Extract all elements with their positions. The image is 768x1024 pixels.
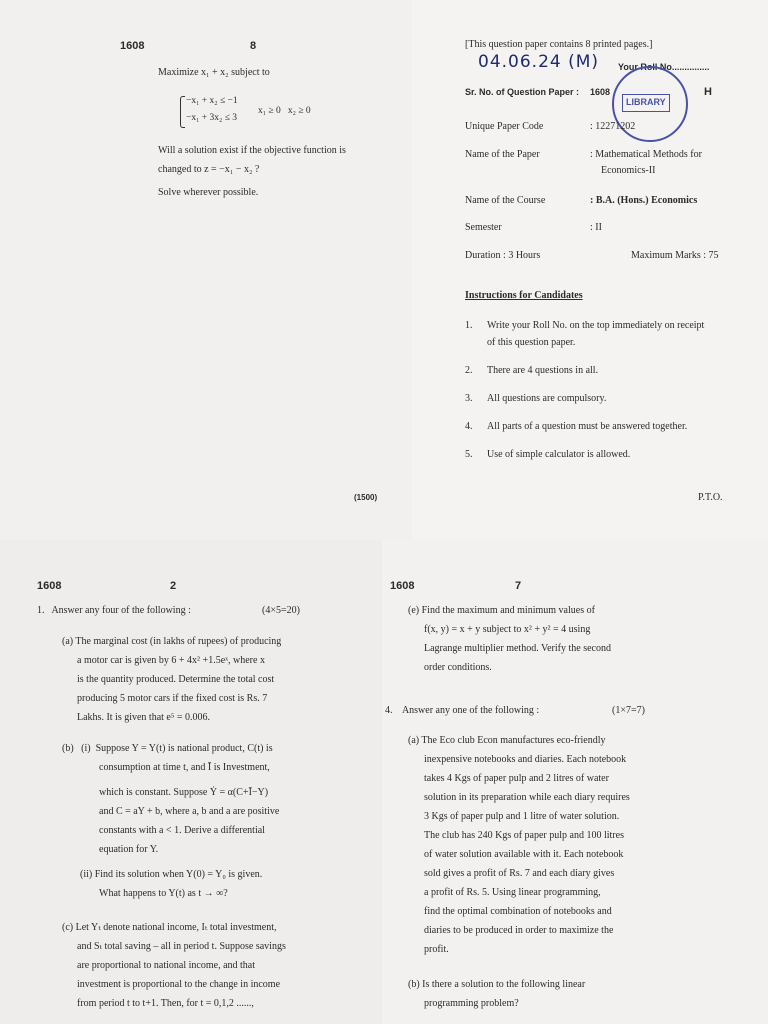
instruction-2: There are 4 questions in all. <box>487 365 599 376</box>
part-b-7: (ii) Find its solution when Y(0) = Y₀ is given. <box>80 869 263 880</box>
copies-count: (1500) <box>354 493 378 502</box>
roll-no-field: Your Roll No............... <box>618 62 710 72</box>
question-1-marks: (4×5=20) <box>262 605 300 616</box>
instruction-5: Use of simple calculator is allowed. <box>487 449 631 460</box>
part-b-4: and C = aY + b, where a, b and a are positive <box>99 806 280 817</box>
maximum-marks: Maximum Marks : 75 <box>631 250 719 261</box>
page-7 <box>382 540 768 1024</box>
instruction-1: Write your Roll No. on the top immediately on receipt <box>487 320 705 331</box>
part-a-7: of water solution available with it. Each notebook <box>424 849 624 860</box>
part-c-1: (c) Let Yₜ denote national income, Iₜ total investment, <box>62 922 277 933</box>
semester-value: : II <box>590 222 602 233</box>
nonnegativity: x₁ ≥ 0 x₂ ≥ 0 <box>258 106 311 116</box>
question-line-1: Will a solution exist if the objective function is <box>158 145 346 156</box>
part-c-2: and Sₜ total saving – all in period t. Suppose savings <box>77 941 286 952</box>
sr-no-value: 1608 <box>590 87 611 97</box>
part-a-5: Lakhs. It is given that e⁵ = 0.006. <box>77 712 210 723</box>
part-c-3: are proportional to national income, and that <box>77 960 255 971</box>
printed-pages-note: [This question paper contains 8 printed pages.] <box>465 39 653 50</box>
part-a-5: 3 Kgs of paper pulp and 1 litre of water solution. <box>424 811 620 822</box>
page-number: 8 <box>250 40 257 52</box>
course-label: Name of the Course <box>465 195 546 206</box>
part-a-11: diaries to be produced in order to maximize the <box>424 925 614 936</box>
part-b-1: (b) (i) Suppose Y = Y(t) is national product, C(t) is <box>62 743 273 754</box>
page-8 <box>0 0 412 540</box>
part-b-2: programming problem? <box>424 998 519 1009</box>
constraint-2: −x₁ + 3x₂ ≤ 3 <box>186 113 238 123</box>
instruction-4: All parts of a question must be answered together. <box>487 421 688 432</box>
instruction-3: All questions are compulsory. <box>487 393 607 404</box>
upc-label: Unique Paper Code <box>465 121 544 132</box>
question-1: 1. Answer any four of the following : <box>37 605 191 616</box>
part-a-6: The club has 240 Kgs of paper pulp and 100 litres <box>424 830 624 841</box>
solve-note: Solve wherever possible. <box>158 187 259 198</box>
stamp-label: LIBRARY <box>622 94 670 112</box>
part-a-4: producing 5 motor cars if the fixed cost is Rs. 7 <box>77 693 268 704</box>
duration: Duration : 3 Hours <box>465 250 541 261</box>
page-number: 7 <box>515 580 522 592</box>
part-a-2: a motor car is given by 6 + 4x² +1.5eˣ, where x <box>77 655 265 666</box>
page-1-cover: [This question paper contains 8 printed pages.] 04.06.24 (M) Your Roll No............... Sr. No. of Question Paper : 1608 H LIBRARY Unique Paper Code : 12271202 Name of the Paper : Mathematical Methods for Economics-II Name of the Course : B.A. (Hons.) Economics Semester : II Duration : 3 Hours Maximum Marks : 75 Instructions for Candidates 1. Write your Roll No. on the top immediately on receipt of this question paper. 2. There are 4 questions in all. 3. All questions are compulsory. 4. All parts of a question must be answered together. 5. Use of simple calculator is allowed. P.T.O. <box>412 0 768 540</box>
part-e-2: f(x, y) = x + y subject to x² + y² = 4 using <box>424 624 591 635</box>
paper-name-label: Name of the Paper <box>465 149 540 160</box>
instructions-title: Instructions for Candidates <box>465 290 583 301</box>
part-a-3: takes 4 Kgs of paper pulp and 2 litres of water <box>424 773 609 784</box>
part-a-1: (a) The Eco club Econ manufactures eco-friendly <box>408 735 606 746</box>
question-4: 4. Answer any one of the following : <box>385 705 540 716</box>
part-b-3: which is constant. Suppose Ẏ = α(C+Ī−Y) <box>99 787 269 798</box>
instruction-1b: of this question paper. <box>487 337 576 348</box>
paper-code: 1608 <box>390 580 415 592</box>
part-a-4: solution in its preparation while each diary requires <box>424 792 630 803</box>
question-4-marks: (1×7=7) <box>612 705 645 716</box>
constraint-brace <box>180 96 185 128</box>
paper-code: 1608 <box>37 580 62 592</box>
part-c-5: from period t to t+1. Then, for t = 0,1,2 ......, <box>77 998 254 1009</box>
part-b-5: constants with a < 1. Derive a differential <box>99 825 265 836</box>
part-e-3: Lagrange multiplier method. Verify the second <box>424 643 611 654</box>
part-e-1: (e) Find the maximum and minimum values of <box>408 605 595 616</box>
part-a-3: is the quantity produced. Determine the total cost <box>77 674 275 685</box>
set-letter: H <box>704 86 712 98</box>
constraint-1: −x₁ + x₂ ≤ −1 <box>186 96 238 106</box>
question-line-2: changed to z = −x₁ − x₂ ? <box>158 164 260 175</box>
part-a-9: a profit of Rs. 5. Using linear programming, <box>424 887 601 898</box>
part-a-12: profit. <box>424 944 449 955</box>
part-a-8: sold gives a profit of Rs. 7 and each diary gives <box>424 868 615 879</box>
part-a-2: inexpensive notebooks and diaries. Each notebook <box>424 754 627 765</box>
sr-no-label: Sr. No. of Question Paper : <box>465 87 580 97</box>
part-a-1: (a) The marginal cost (in lakhs of rupees) of producing <box>62 636 282 647</box>
paper-name-value-2: Economics-II <box>601 165 656 176</box>
course-value: : B.A. (Hons.) Economics <box>590 195 698 206</box>
paper-code: 1608 <box>120 40 145 52</box>
part-c-4: investment is proportional to the change in income <box>77 979 281 990</box>
handwritten-date: 04.06.24 (M) <box>478 52 600 72</box>
upc-value: : 12271202 <box>590 121 636 132</box>
page-2 <box>0 540 382 1024</box>
pto: P.T.O. <box>698 492 723 503</box>
part-b-8: What happens to Y(t) as t → ∞? <box>99 888 228 899</box>
semester-label: Semester <box>465 222 502 233</box>
part-b-6: equation for Y. <box>99 844 159 855</box>
part-a-10: find the optimal combination of notebooks and <box>424 906 612 917</box>
page-number: 2 <box>170 580 177 592</box>
part-b-2: consumption at time t, and Ī is Investment, <box>99 762 270 773</box>
part-e-4: order conditions. <box>424 662 492 673</box>
paper-name-value: : Mathematical Methods for <box>590 149 702 160</box>
objective-line: Maximize x₁ + x₂ subject to <box>158 67 270 78</box>
part-b-1: (b) Is there a solution to the following linear <box>408 979 586 990</box>
